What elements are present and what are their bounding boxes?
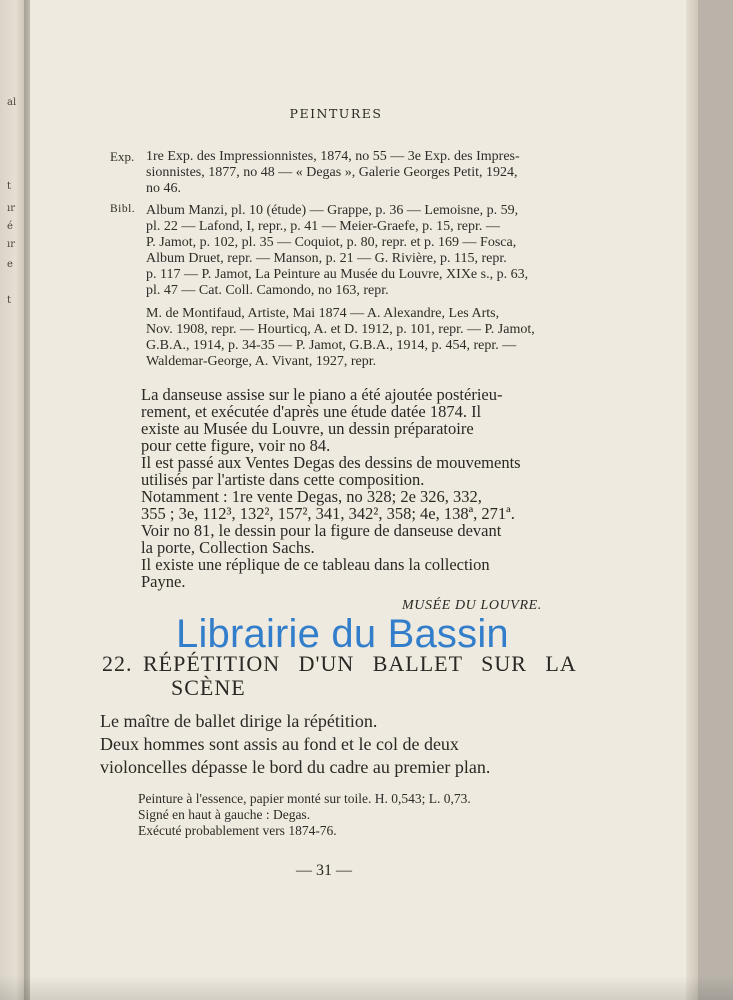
description-line: Le maître de ballet dirige la répétition.: [100, 711, 378, 731]
bibliography-line: P. Jamot, p. 102, pl. 35 — Coquiot, p. 80, repr. et p. 169 — Fosca,: [146, 235, 517, 250]
technical-line: Peinture à l'essence, papier monté sur toile. H. 0,543; L. 0,73.: [138, 791, 471, 806]
note-line: Il existe une réplique de ce tableau dans la collection: [141, 555, 490, 574]
left-page-fragment: t: [7, 295, 12, 306]
left-page-fragment: é: [7, 221, 13, 232]
note-line: existe au Musée du Louvre, un dessin préparatoire: [141, 419, 474, 438]
description-line: Deux hommes sont assis au fond et le col de deux: [100, 734, 459, 754]
note-line: La danseuse assise sur le piano a été ajoutée postérieu-: [141, 385, 503, 404]
bibliography-line: M. de Montifaud, Artiste, Mai 1874 — A. Alexandre, Les Arts,: [146, 306, 500, 321]
bibliography-line: Album Druet, repr. — Manson, p. 21 — G. Rivière, p. 115, repr.: [146, 251, 507, 266]
note-line: utilisés par l'artiste dans cette composition.: [141, 470, 425, 489]
exposition-label: Exp.: [110, 149, 135, 164]
bibliography-line: Album Manzi, pl. 10 (étude) — Grappe, p. 36 — Lemoisne, p. 59,: [146, 203, 519, 218]
left-page-fragment: e: [7, 259, 13, 270]
entry-number: 22.: [102, 651, 133, 676]
note-line: Il est passé aux Ventes Degas des dessins de mouvements: [141, 453, 521, 472]
left-page-fragment: ır: [7, 203, 15, 214]
bibliography-line: Nov. 1908, repr. — Hourticq, A. et D. 1912, p. 101, repr. — P. Jamot,: [146, 322, 535, 337]
note-line: rement, et exécutée d'après une étude datée 1874. Il: [141, 402, 482, 421]
page-edge-shadow: [686, 0, 698, 1000]
bibliography-line: p. 117 — P. Jamot, La Peinture au Musée du Louvre, XIXe s., p. 63,: [146, 267, 529, 282]
note-line: pour cette figure, voir no 84.: [141, 436, 331, 455]
location-label: MUSÉE DU LOUVRE.: [402, 598, 542, 613]
left-page-fragment: t: [7, 181, 12, 192]
bibliography-line: pl. 22 — Lafond, I, repr., p. 41 — Meier-Graefe, p. 15, repr. —: [146, 219, 500, 234]
note-line: Payne.: [141, 572, 186, 591]
note-line: 355 ; 3e, 112³, 132², 157², 341, 342², 358; 4e, 138ª, 271ª.: [141, 504, 515, 523]
exposition-line: 1re Exp. des Impressionnistes, 1874, no 55 — 3e Exp. des Impres-: [146, 149, 520, 164]
left-page-fragment: al: [7, 97, 17, 108]
entry-title: RÉPÉTITION D'UN BALLET SUR LA: [143, 651, 577, 676]
bibliography-label: Bibl.: [110, 203, 136, 215]
technical-line: Exécuté probablement vers 1874-76.: [138, 823, 337, 838]
technical-line: Signé en haut à gauche : Degas.: [138, 807, 311, 822]
running-head: PEINTURES: [289, 106, 383, 121]
note-line: la porte, Collection Sachs.: [141, 538, 315, 557]
exposition-line: sionnistes, 1877, no 48 — « Degas », Galerie Georges Petit, 1924,: [146, 165, 518, 180]
watermark: Librairie du Bassin: [176, 612, 509, 656]
book-page: [30, 0, 698, 1000]
bibliography-line: pl. 47 — Cat. Coll. Camondo, no 163, repr.: [146, 283, 389, 298]
left-page-fragment: ır: [7, 239, 15, 250]
page-number: — 31 —: [296, 862, 352, 879]
exposition-line: no 46.: [146, 181, 181, 196]
bibliography-line: G.B.A., 1914, p. 34-35 — P. Jamot, G.B.A., 1914, p. 454, repr. —: [146, 338, 517, 353]
bottom-shadow: [0, 975, 733, 1000]
note-line: Voir no 81, le dessin pour la figure de danseuse devant: [141, 521, 502, 540]
bibliography-line: Waldemar-George, A. Vivant, 1927, repr.: [146, 354, 377, 369]
description-line: violoncelles dépasse le bord du cadre au premier plan.: [100, 757, 491, 777]
note-line: Notamment : 1re vente Degas, no 328; 2e 326, 332,: [141, 487, 482, 506]
left-page-edge: [0, 0, 26, 1000]
entry-title-continued: SCÈNE: [171, 675, 246, 700]
